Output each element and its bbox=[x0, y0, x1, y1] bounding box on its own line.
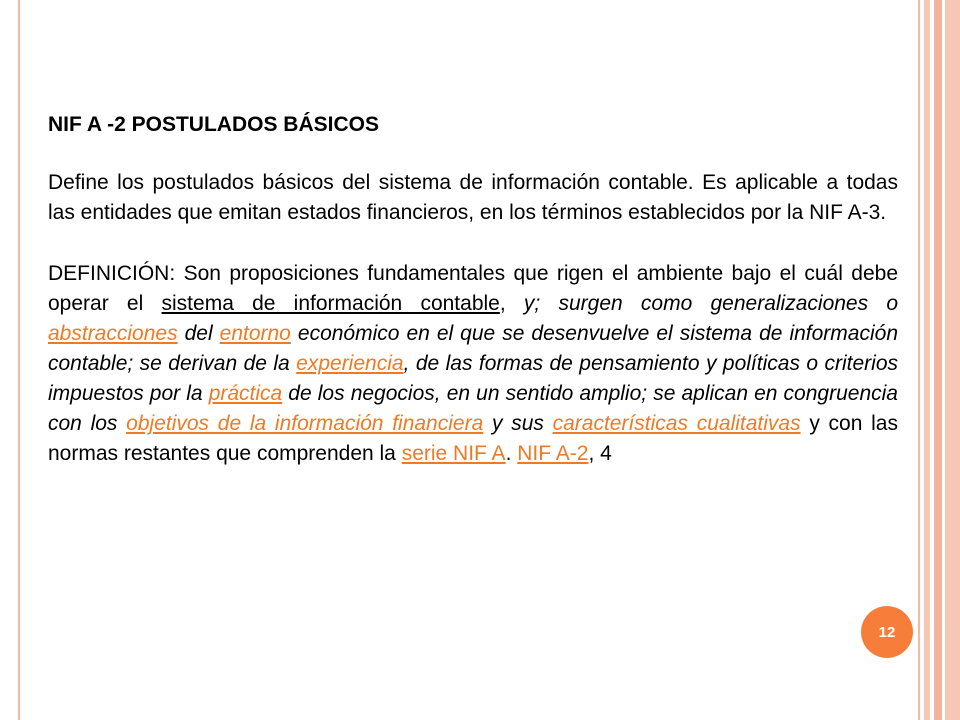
definition-text-1: DEFINICIÓN: Son proposiciones fundamentales que rigen el ambiente bajo el cuál debe operar el bbox=[48, 262, 898, 315]
definition-italic-5: de los negocios, en un sentido amplio; se aplican en congruencia con los bbox=[48, 382, 898, 435]
definition-text-4: . bbox=[505, 442, 518, 465]
link-objetivos-informacion-financiera[interactable]: objetivos de la información financiera bbox=[126, 412, 484, 435]
link-serie-nif-a[interactable]: serie NIF A bbox=[401, 442, 506, 465]
page-number-badge: 12 bbox=[861, 606, 913, 658]
definition-text-2: , bbox=[499, 292, 524, 315]
link-abstracciones[interactable]: abstracciones bbox=[48, 322, 178, 345]
link-caracteristicas-cualitativas[interactable]: características cualitativas bbox=[552, 412, 801, 435]
decorative-stripes bbox=[920, 0, 960, 720]
definition-italic-6: y sus bbox=[483, 412, 553, 435]
definition-italic-3: económico en el que se desenvuelve el sistema de información contable; se derivan de la bbox=[48, 322, 899, 375]
definition-text-3: y con las normas restantes que comprenden la bbox=[48, 412, 898, 465]
definition-italic-1: y; surgen como generalizaciones o bbox=[523, 292, 899, 315]
definition-text-5: , 4 bbox=[588, 442, 612, 465]
slide-title: NIF A -2 POSTULADOS BÁSICOS bbox=[48, 113, 379, 136]
term-sistema-informacion: sistema de información contable bbox=[161, 292, 500, 315]
link-entorno[interactable]: entorno bbox=[219, 322, 291, 345]
link-practica[interactable]: práctica bbox=[208, 382, 283, 405]
intro-paragraph: Define los postulados básicos del sistema de información contable. Es aplicable a todas las entidades que emitan estados financieros, en los términos establecidos por la NIF A-3. bbox=[48, 171, 898, 224]
slide-content bbox=[48, 110, 898, 469]
link-experiencia[interactable]: experiencia bbox=[296, 352, 404, 375]
definition-paragraph bbox=[48, 259, 898, 469]
definition-italic-4: , de las formas de pensamiento y políticas o criterios impuestos por la bbox=[48, 352, 898, 405]
link-nif-a-2[interactable]: NIF A-2 bbox=[517, 442, 589, 465]
definition-italic-2: del bbox=[177, 322, 220, 345]
